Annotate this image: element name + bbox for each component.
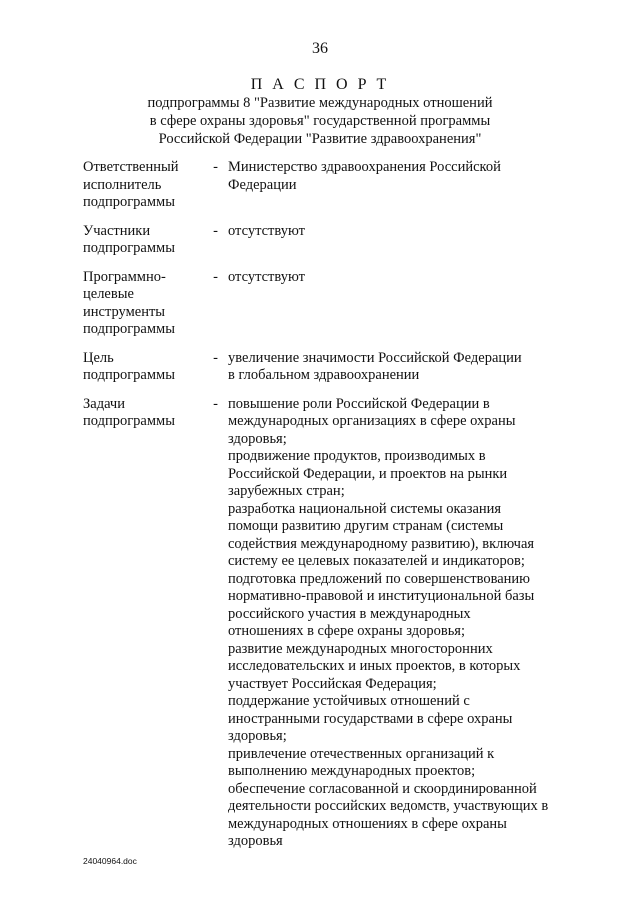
row-value-line: увеличение значимости Российской Федерации — [228, 349, 522, 366]
row-value-line: Федерации — [228, 176, 297, 193]
row-label — [83, 396, 203, 851]
row-value-line: международных организациях в сфере охраны — [228, 413, 516, 429]
row-label-line: подпрограммы — [83, 321, 175, 337]
page-number: 36 — [312, 40, 328, 57]
row-value-line: систему ее целевых показателей и индикаторов; — [228, 553, 525, 569]
row-label-line: Задачи — [83, 395, 125, 412]
row-label-line: подпрограммы — [83, 413, 175, 429]
row-value-line: здоровья; — [228, 728, 287, 744]
footer-filename: 24040964.doc — [83, 856, 137, 866]
row-label-line: Цель — [83, 349, 114, 366]
passport-row — [83, 350, 573, 385]
row-label-line: подпрограммы — [83, 194, 175, 210]
row-value-line: развитие международных многосторонних — [228, 640, 493, 657]
subtitle-line: подпрограммы 8 "Развитие международных отношений — [147, 95, 493, 111]
row-value-line: международных отношениях в сфере охраны — [228, 815, 507, 832]
row-value-line: деятельности российских ведомств, участвующих в — [228, 798, 549, 814]
row-value-line: поддержание устойчивых отношений с — [228, 693, 470, 709]
passport-row — [83, 396, 573, 851]
row-value-line: Министерство здравоохранения Российской — [228, 159, 501, 175]
row-value-line: здоровья — [228, 833, 283, 849]
row-dash: - — [213, 395, 218, 412]
row-value-line: участвует Российская Федерация; — [228, 675, 437, 692]
row-value-line: отношениях в сфере охраны здоровья; — [228, 623, 465, 639]
passport-row — [83, 223, 573, 258]
row-value-line: отсутствуют — [228, 268, 305, 285]
row-dash: - — [213, 159, 218, 175]
row-value-line: здоровья; — [228, 430, 287, 447]
passport-table — [83, 159, 573, 862]
row-value-line: Российской Федерации, и проектов на рынки — [228, 465, 508, 482]
row-label — [83, 159, 203, 212]
row-value-line: помощи развитию другим странам (системы — [228, 518, 504, 534]
row-value — [228, 269, 573, 339]
row-value-line: отсутствуют — [228, 222, 305, 239]
row-label — [83, 269, 203, 339]
row-value — [228, 350, 573, 385]
row-label — [83, 350, 203, 385]
row-value-line: привлечение отечественных организаций к — [228, 745, 495, 762]
row-label-line: Программно- — [83, 268, 166, 285]
row-value-line: иностранными государствами в сфере охраны — [228, 710, 513, 727]
row-value-line: в глобальном здравоохранении — [228, 367, 420, 383]
row-label-line: целевые — [83, 286, 134, 302]
row-value-line: содействия международному развитию), включая — [228, 535, 535, 552]
row-label-line: исполнитель — [83, 176, 162, 193]
passport-row — [83, 269, 573, 339]
subtitle-line: в сфере охраны здоровья" государственной программы — [149, 113, 491, 129]
row-dash: - — [213, 268, 218, 285]
row-label-line: подпрограммы — [83, 367, 175, 383]
row-label-line: Ответственный — [83, 159, 179, 175]
row-value-line: исследовательских и иных проектов, в которых — [228, 658, 521, 674]
subtitle-line: Российской Федерации "Развитие здравоохранения" — [158, 131, 482, 147]
row-value — [228, 223, 573, 258]
row-value-line: российского участия в международных — [228, 605, 471, 622]
row-value-line: обеспечение согласованной и скоординированной — [228, 780, 537, 797]
row-value-line: выполнению международных проектов; — [228, 763, 476, 779]
document-subtitle — [0, 94, 640, 148]
row-label-line: Участники — [83, 222, 151, 239]
row-dash: - — [213, 222, 218, 239]
row-label-line: инструменты — [83, 303, 166, 320]
passport-row — [83, 159, 573, 212]
row-label — [83, 223, 203, 258]
row-value-line: нормативно-правовой и институциональной базы — [228, 588, 535, 604]
row-value-line: подготовка предложений по совершенствованию — [228, 570, 531, 587]
row-value-line: зарубежных стран; — [228, 483, 345, 499]
row-label-line: подпрограммы — [83, 240, 175, 256]
row-value-line: разработка национальной системы оказания — [228, 500, 502, 517]
document-title: П А С П О Р Т — [250, 76, 390, 93]
row-value — [228, 159, 573, 212]
row-value-line: продвижение продуктов, производимых в — [228, 448, 486, 464]
row-value — [228, 396, 573, 851]
row-value-line: повышение роли Российской Федерации в — [228, 395, 490, 412]
row-dash: - — [213, 349, 218, 366]
